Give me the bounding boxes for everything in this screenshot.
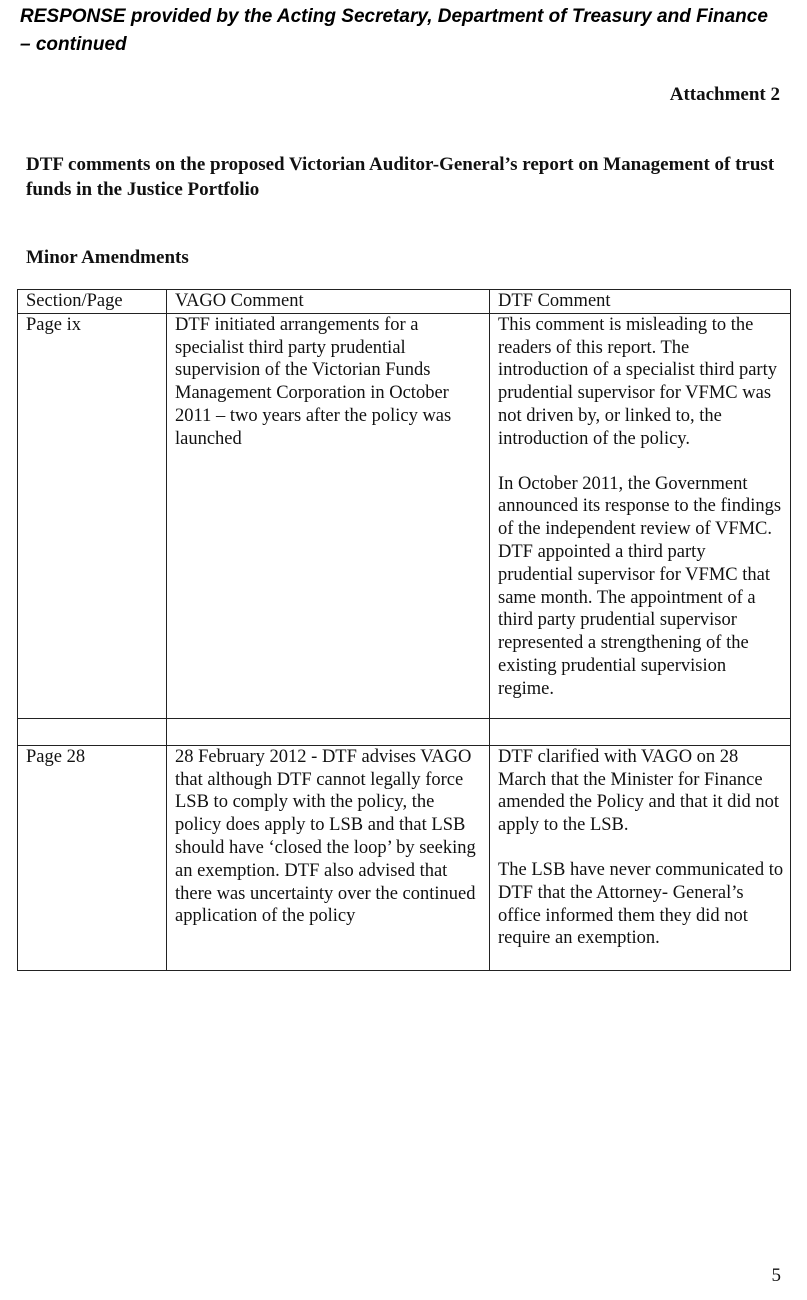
table-row-empty [18,718,791,745]
table-header-row [18,290,791,314]
dtf-comment-paragraph: In October 2011, the Government announced its response to the findings of the independent review of VFMC. DTF appointed a third party prudential supervisor for VFMC that same month. The appointment of a third party prudential supervisor represented a strengthening of the existing prudential supervision regime. [498,473,782,699]
section-cell: Page 28 [18,745,167,970]
document-title: DTF comments on the proposed Victorian Auditor-General’s report on Management of trust funds in the Justice Portfolio [26,154,775,200]
dtf-comment-cell [490,718,791,745]
column-header-vago: VAGO Comment [167,290,490,314]
page-number: 5 [771,1265,781,1286]
table-row [18,313,791,718]
dtf-comment-paragraph: DTF clarified with VAGO on 28 March that the Minister for Finance amended the Policy and that it did not apply to the LSB. [498,746,780,836]
section-cell [18,718,167,745]
attachment-label: Attachment 2 [669,84,780,105]
column-header-section: Section/Page [18,290,167,314]
dtf-comment-cell [490,313,791,718]
vago-comment-cell: DTF initiated arrangements for a specialist third party prudential supervision of the Victorian Funds Management Corporation in October 2011 – two years after the policy was launched [167,313,490,718]
page-header: RESPONSE provided by the Acting Secretary, Department of Treasury and Finance – continued [20,6,768,55]
section-cell: Page ix [18,313,167,718]
comments-table [17,289,791,971]
dtf-comment-paragraph: This comment is misleading to the readers of this report. The introduction of a specialist third party prudential supervisor for VFMC was not driven by, or linked to, the introduction of the policy. [498,314,777,449]
vago-comment-cell [167,718,490,745]
column-header-dtf: DTF Comment [490,290,791,314]
section-heading: Minor Amendments [26,247,189,268]
dtf-comment-cell [490,745,791,970]
vago-comment-cell: 28 February 2012 - DTF advises VAGO that although DTF cannot legally force LSB to comply with the policy, the policy does apply to LSB and that LSB should have ‘closed the loop’ by seeking an exemption. DTF also advised that there was uncertainty over the continued application of the policy [167,745,490,970]
dtf-comment-paragraph: The LSB have never communicated to DTF that the Attorney- General’s office informed them they did not require an exemption. [498,859,784,949]
table-row [18,745,791,970]
